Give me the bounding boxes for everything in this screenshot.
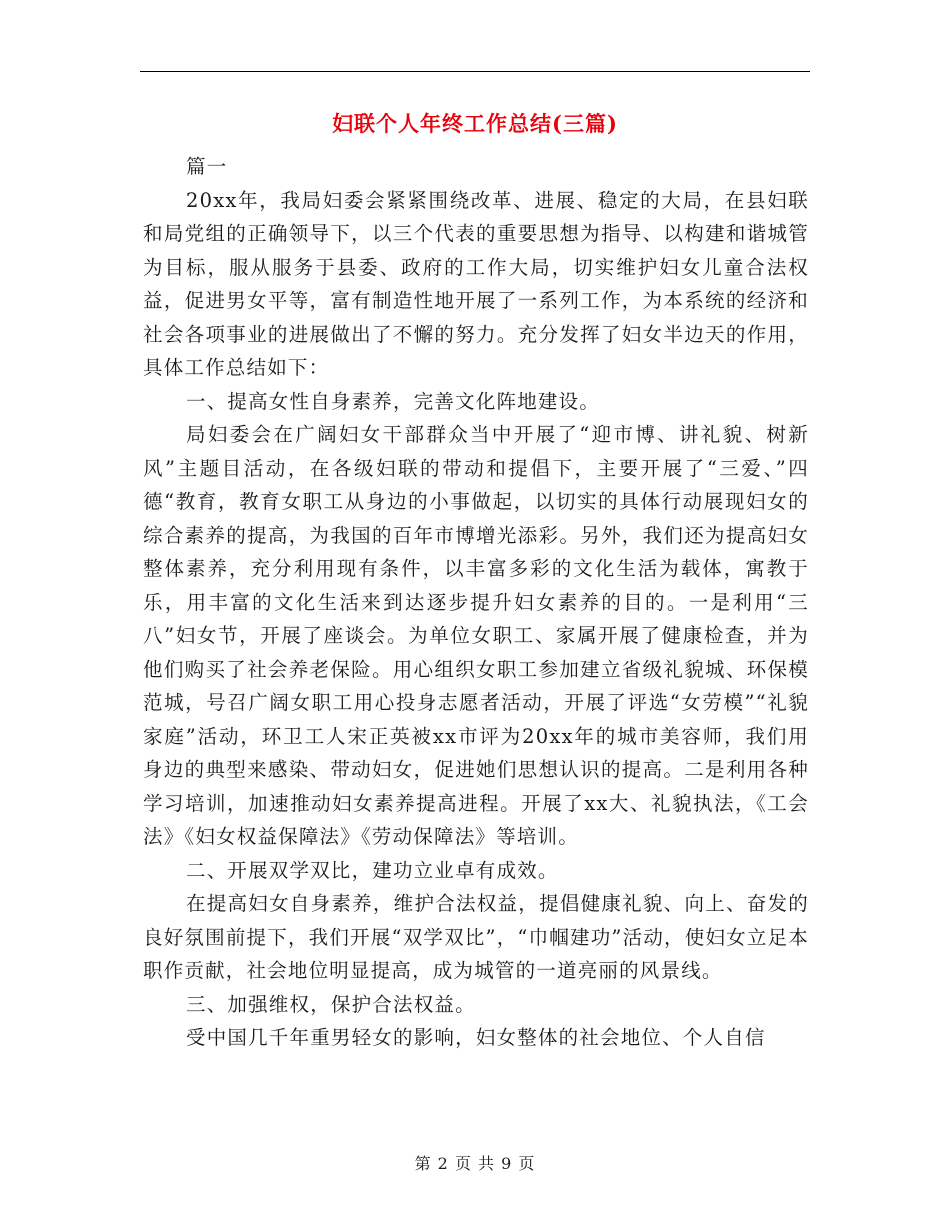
body-paragraph: 在提高妇女自身素养，维护合法权益，提倡健康礼貌、向上、奋发的良好氛围前提下，我们开展“双学双比”，“巾帼建功”活动，使妇女立足本职作贡献，社会地位明显提高，成为城管的一道亮丽的风景线。 <box>143 892 809 982</box>
section-label: 篇一 <box>186 155 228 178</box>
section-heading: 三、加强维权，保护合法权益。 <box>186 992 476 1016</box>
body-paragraph: 受中国几千年重男轻女的影响，妇女整体的社会地位、个人自信 <box>186 1026 766 1049</box>
document-title: 妇联个人年终工作总结(三篇) <box>332 111 618 136</box>
body-paragraph: 局妇委会在广阔妇女干部群众当中开展了“迎市博、讲礼貌、树新风”主题目活动，在各级妇联的带动和提倡下，主要开展了“三爱、”四德“教育，教育女职工从身边的小事做起，以切实的具体行动展现妇女的综合素养的提高，为我国的百年市博增光添彩。另外，我们还为提高妇女整体素养，充分利用现有条件，以丰富多彩的文化生活为载体，寓教于乐，用丰富的文化生活来到达逐步提升妇女素养的目的。一是利用“三八”妇女节，开展了座谈会。为单位女职工、家属开展了健康检查，并为他们购买了社会养老保险。用心组织女职工参加建立省级礼貌城、环保模范城，号召广阔女职工用心投身志愿者活动，开展了评选“女劳模”“礼貌家庭”活动，环卫工人宋正英被xx市评为20xx年的城市美容师，我们用身边的典型来感染、带动妇女，促进她们思想认识的提高。二是利用各种学习培训，加速推动妇女素养提高进程。开展了xx大、礼貌执法，《工会法》《妇女权益保障法》《劳动保障法》等培训。 <box>143 423 809 848</box>
page-number-footer: 第 2 页 共 9 页 <box>414 1154 536 1173</box>
section-heading: 一、提高女性自身素养，完善文化阵地建设。 <box>186 389 601 413</box>
section-heading: 二、开展双学双比，建功立业卓有成效。 <box>186 858 559 882</box>
body-paragraph: 20xx年，我局妇委会紧紧围绕改革、进展、稳定的大局，在县妇联和局党组的正确领导下，以三个代表的重要思想为指导、以构建和谐城管为目标，服从服务于县委、政府的工作大局，切实维护妇女儿童合法权益，促进男女平等，富有制造性地开展了一系列工作，为本系统的经济和社会各项事业的进展做出了不懈的努力。充分发挥了妇女半边天的作用，具体工作总结如下： <box>143 188 809 379</box>
header-rule <box>140 71 810 72</box>
document-body <box>143 150 809 1055</box>
